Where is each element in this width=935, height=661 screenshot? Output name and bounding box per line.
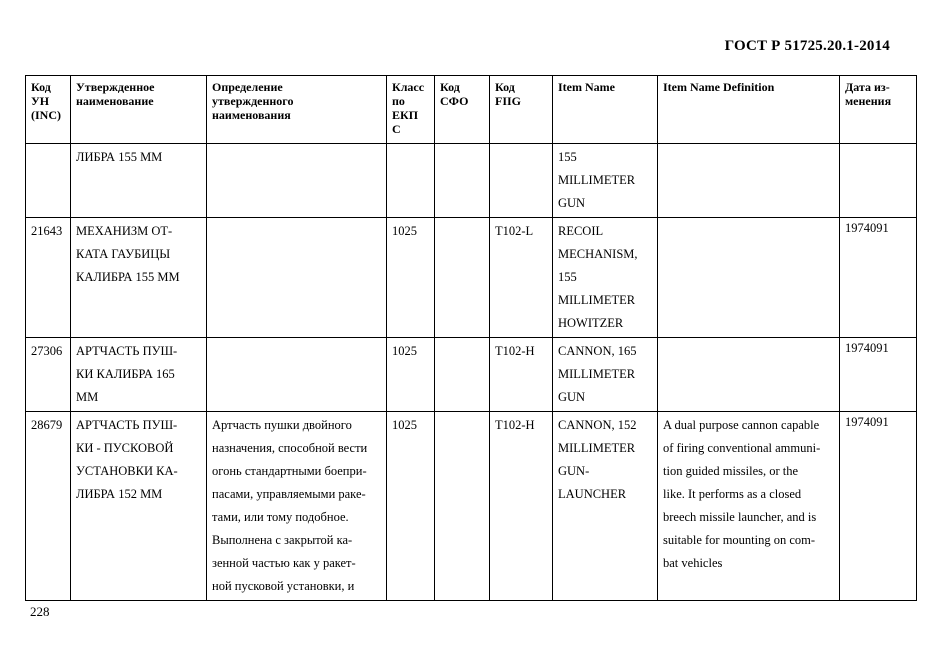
table-row xyxy=(26,144,917,218)
cell-fiig xyxy=(490,218,553,338)
cell-class xyxy=(387,144,435,218)
cell-text-line: MILLIMETER xyxy=(558,173,636,187)
cell-sfo xyxy=(435,412,490,601)
cell-text-line: 28679 xyxy=(31,418,63,432)
cell-definition xyxy=(207,338,387,412)
cell-text-line: зенной частью как у ракет- xyxy=(212,556,356,570)
cell-text-line: MILLIMETER xyxy=(558,293,636,307)
cell-inc xyxy=(26,338,71,412)
cell-text-line: 1025 xyxy=(392,224,417,238)
cell-text-line: Артчасть пушки двойного xyxy=(212,418,352,432)
cell-text-line: LAUNCHER xyxy=(558,487,627,501)
cell-text-line: КИ - ПУСКОВОЙ xyxy=(76,441,174,455)
cell-change-date xyxy=(840,218,917,338)
cell-text-line: tion guided missiles, or the xyxy=(663,464,799,478)
cell-text-line: КАЛИБРА 155 ММ xyxy=(76,270,180,284)
cell-text-line: пасами, управляемыми раке- xyxy=(212,487,366,501)
page-number: 228 xyxy=(30,604,50,619)
cell-inc xyxy=(26,144,71,218)
header-class: Класс по ЕКП С xyxy=(387,76,435,144)
header-approved-name: Утвержденное наименование xyxy=(71,76,207,144)
cell-text-line: GUN- xyxy=(558,464,590,478)
header-change-date: Дата из- менения xyxy=(840,76,917,144)
table-header-row xyxy=(26,76,917,144)
cell-inc xyxy=(26,412,71,601)
cell-text-line: тами, или тому подобное. xyxy=(212,510,349,524)
cell-text-line: назначения, способной вести xyxy=(212,441,368,455)
table-row xyxy=(26,338,917,412)
cell-item-definition xyxy=(658,144,840,218)
cell-text-line: of firing conventional ammuni- xyxy=(663,441,821,455)
cell-item-name xyxy=(553,338,658,412)
cell-approved-name xyxy=(71,338,207,412)
cell-item-definition xyxy=(658,218,840,338)
cell-text-line: АРТЧАСТЬ ПУШ- xyxy=(76,344,178,358)
cell-sfo xyxy=(435,218,490,338)
cell-text-line: ЛИБРА 155 ММ xyxy=(76,150,163,164)
cell-text-line: 1974091 xyxy=(845,341,889,355)
cell-approved-name xyxy=(71,412,207,601)
cell-item-definition xyxy=(658,338,840,412)
catalog-table xyxy=(25,75,917,601)
header-inc: Код УН (INC) xyxy=(26,76,71,144)
header-fiig: Код FIIG xyxy=(490,76,553,144)
cell-class xyxy=(387,338,435,412)
header-item-name-definition: Item Name Definition xyxy=(658,76,840,144)
cell-text-line: MILLIMETER xyxy=(558,441,636,455)
cell-text-line: RECOIL xyxy=(558,224,604,238)
cell-text-line: огонь стандартными боепри- xyxy=(212,464,367,478)
cell-text-line: 155 xyxy=(558,270,577,284)
cell-text-line: GUN xyxy=(558,196,586,210)
cell-definition xyxy=(207,218,387,338)
cell-text-line: A dual purpose cannon capable xyxy=(663,418,820,432)
cell-text-line: 1025 xyxy=(392,418,417,432)
cell-text-line: ной пусковой установки, и xyxy=(212,579,355,593)
table-row xyxy=(26,412,917,601)
cell-text-line: УСТАНОВКИ КА- xyxy=(76,464,178,478)
cell-text-line: 1974091 xyxy=(845,221,889,235)
cell-text-line: МЕХАНИЗМ ОТ- xyxy=(76,224,173,238)
cell-text-line: CANNON, 152 xyxy=(558,418,637,432)
cell-change-date xyxy=(840,412,917,601)
table-row xyxy=(26,218,917,338)
cell-text-line: 1974091 xyxy=(845,415,889,429)
header-definition: Определение утвержденного наименования xyxy=(207,76,387,144)
cell-change-date xyxy=(840,338,917,412)
header-sfo: Код СФО xyxy=(435,76,490,144)
cell-text-line: T102-L xyxy=(495,224,534,238)
cell-item-name xyxy=(553,412,658,601)
cell-text-line: like. It performs as a closed xyxy=(663,487,802,501)
cell-text-line: MILLIMETER xyxy=(558,367,636,381)
cell-sfo xyxy=(435,144,490,218)
cell-class xyxy=(387,412,435,601)
table-body xyxy=(26,144,917,601)
cell-text-line: GUN xyxy=(558,390,586,404)
cell-text-line: HOWITZER xyxy=(558,316,624,330)
cell-approved-name xyxy=(71,144,207,218)
cell-text-line: ММ xyxy=(76,390,99,404)
cell-sfo xyxy=(435,338,490,412)
cell-text-line: 1025 xyxy=(392,344,417,358)
cell-text-line: T102-H xyxy=(495,344,535,358)
header-item-name: Item Name xyxy=(553,76,658,144)
cell-fiig xyxy=(490,412,553,601)
cell-text-line: suitable for mounting on com- xyxy=(663,533,816,547)
cell-text-line: CANNON, 165 xyxy=(558,344,637,358)
cell-class xyxy=(387,218,435,338)
cell-text-line: 21643 xyxy=(31,224,63,238)
cell-fiig xyxy=(490,338,553,412)
cell-text-line: 27306 xyxy=(31,344,63,358)
cell-definition xyxy=(207,144,387,218)
cell-text-line: 155 xyxy=(558,150,577,164)
cell-definition xyxy=(207,412,387,601)
cell-text-line: АРТЧАСТЬ ПУШ- xyxy=(76,418,178,432)
document-code: ГОСТ Р 51725.20.1-2014 xyxy=(724,38,890,54)
cell-text-line: bat vehicles xyxy=(663,556,723,570)
cell-text-line: breech missile launcher, and is xyxy=(663,510,817,524)
cell-item-name xyxy=(553,144,658,218)
cell-text-line: ЛИБРА 152 ММ xyxy=(76,487,163,501)
cell-text-line: КАТА ГАУБИЦЫ xyxy=(76,247,171,261)
cell-change-date xyxy=(840,144,917,218)
cell-inc xyxy=(26,218,71,338)
cell-approved-name xyxy=(71,218,207,338)
cell-fiig xyxy=(490,144,553,218)
cell-text-line: Выполнена с закрытой ка- xyxy=(212,533,353,547)
cell-text-line: T102-H xyxy=(495,418,535,432)
cell-text-line: MECHANISM, xyxy=(558,247,638,261)
cell-item-name xyxy=(553,218,658,338)
cell-item-definition xyxy=(658,412,840,601)
cell-text-line: КИ КАЛИБРА 165 xyxy=(76,367,175,381)
